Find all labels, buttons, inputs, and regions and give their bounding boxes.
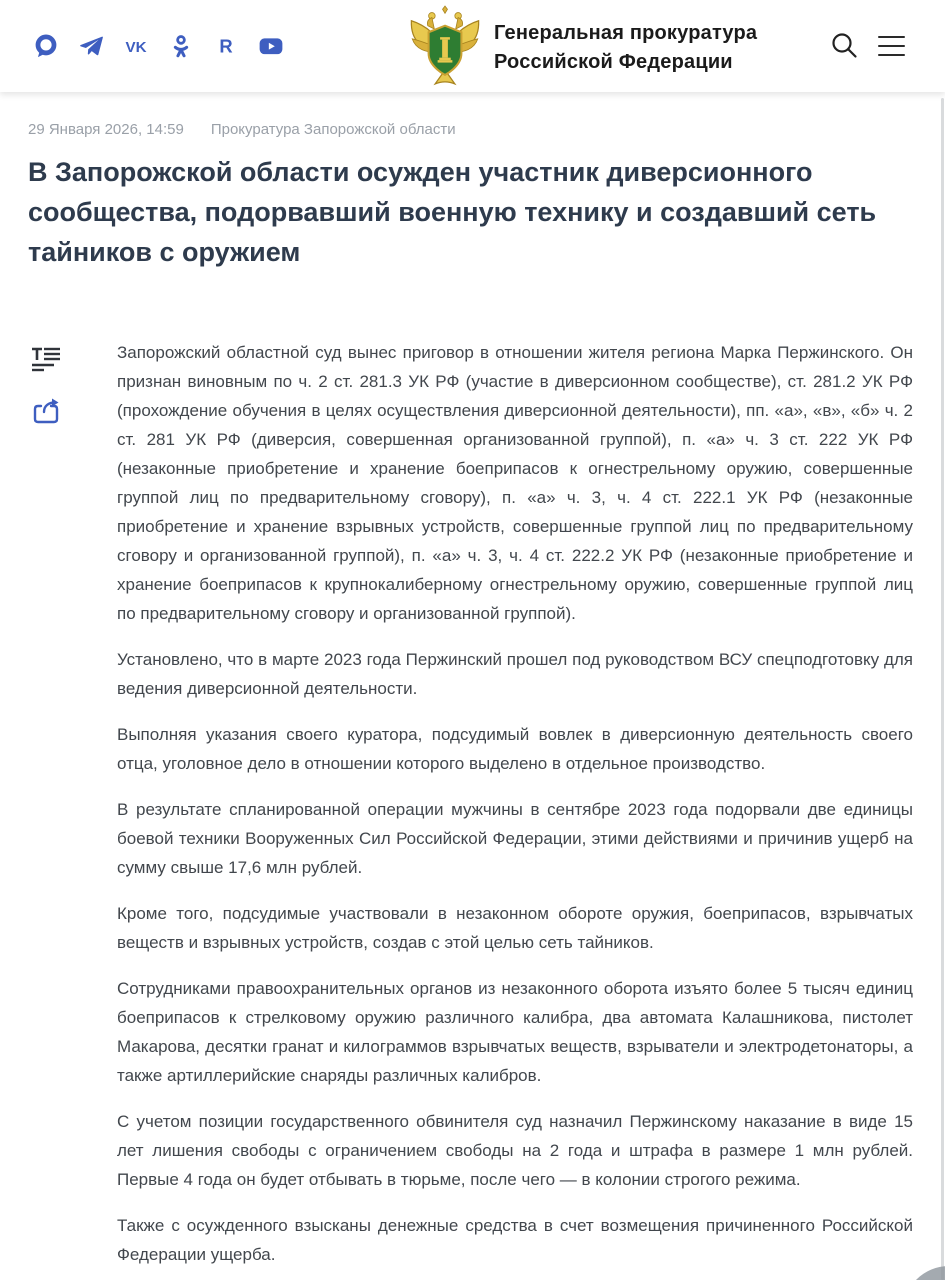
search-icon[interactable] xyxy=(828,30,860,62)
article-paragraph: С учетом позиции государственного обвинителя суд назначил Пержинскому наказание в виде 15 лет лишения свободы с ограничением свободы на 2 года и штрафа в размере 1 млн рублей. Первые 4 года он будет отбывать в тюрьме, после чего — в колонии строгого режима. xyxy=(117,1112,913,1189)
article-paragraph: Сотрудниками правоохранительных органов из незаконного оборота изъято более 5 тысяч единиц боеприпасов к стрелковому оружию различного калибра, два автомата Калашникова, пистолет Макарова, десятки гранат и килограммов взрывчатых веществ, взрыватели и электродетонаторы, а также артиллерийские снаряды различных калибров. xyxy=(117,979,913,1085)
article-body xyxy=(117,338,913,1280)
article-paragraph: Кроме того, подсудимые участвовали в незаконном обороте оружия, боеприпасов, взрывчатых веществ и взрывных устройств, создав с этой целью сеть тайников. xyxy=(117,904,913,952)
article-meta xyxy=(28,121,456,138)
scrollbar[interactable] xyxy=(941,98,944,1280)
article-paragraph: Установлено, что в марте 2023 года Пержинский прошел под руководством ВСУ спецподготовку для ведения диверсионной деятельности. xyxy=(117,650,913,698)
odnoklassniki-icon[interactable] xyxy=(168,33,194,59)
rutube-icon[interactable] xyxy=(213,33,239,59)
article-date: 29 Января 2026, 14:59 xyxy=(28,121,184,138)
youtube-icon[interactable] xyxy=(258,33,284,59)
text-size-icon[interactable] xyxy=(30,344,62,376)
site-header xyxy=(0,0,945,92)
article-paragraph: В результате спланированной операции мужчины в сентябре 2023 года подорвали две единицы боевой техники Вооруженных Сил Российской Федерации, этими действиями и причинив ущерб на сумму свыше 17,6 млн рублей. xyxy=(117,800,913,877)
article-title: В Запорожской области осужден участник диверсионного сообщества, подорвавший военную технику и создавший сеть тайников с оружием xyxy=(28,157,877,267)
article-paragraph: Запорожский областной суд вынес приговор в отношении жителя региона Марка Пержинского. Он признан виновным по ч. 2 ст. 281.3 УК РФ (участие в диверсионном сообществе), ст. 281.2 УК РФ (прохождение обучения в целях осуществления диверсионной деятельности), пп. «а», «в», «б» ч. 2 ст. 281 УК РФ (диверсия, совершенная организованной группой), п. «а» ч. 3 ст. 222 УК РФ (незаконные приобретение и хранение боеприпасов к огнестрельному оружию, совершенные группой лиц по предварительному сговору), п. «а» ч. 3, ч. 4 ст. 222.1 УК РФ (незаконные приобретение и хранение взрывных устройств, совершенные группой лиц по предварительному сговору и организованной группой), п. «а» ч. 3, ч. 4 ст. 222.2 УК РФ (незаконные приобретение и хранение боеприпасов к крупнокалиберному огнестрельному оружию, совершенные группой лиц по предварительному сговору и организованной группой). xyxy=(117,343,913,623)
article-tools xyxy=(30,344,62,428)
dzen-icon[interactable] xyxy=(33,33,59,59)
telegram-icon[interactable] xyxy=(78,33,104,59)
article-paragraph: Выполняя указания своего куратора, подсудимый вовлек в диверсионную деятельность своего отца, уголовное дело в отношении которого выделено в отдельное производство. xyxy=(117,725,913,773)
prosecutor-emblem[interactable] xyxy=(404,5,486,89)
article-paragraph: Также с осужденного взысканы денежные средства в счет возмещения причиненного Российской Федерации ущерба. xyxy=(117,1216,913,1264)
site-title-line2: Российской Федерации xyxy=(494,51,733,73)
menu-icon[interactable] xyxy=(878,33,908,59)
rutube-glyph: R xyxy=(219,35,233,57)
site-title[interactable] xyxy=(494,19,757,77)
vk-glyph: VK xyxy=(125,38,147,56)
vk-icon[interactable] xyxy=(123,33,149,59)
article-source-link[interactable]: Прокуратура Запорожской области xyxy=(210,121,456,138)
site-title-line1: Генеральная прокуратура xyxy=(494,22,758,44)
social-links xyxy=(33,33,284,59)
share-icon[interactable] xyxy=(30,396,62,428)
